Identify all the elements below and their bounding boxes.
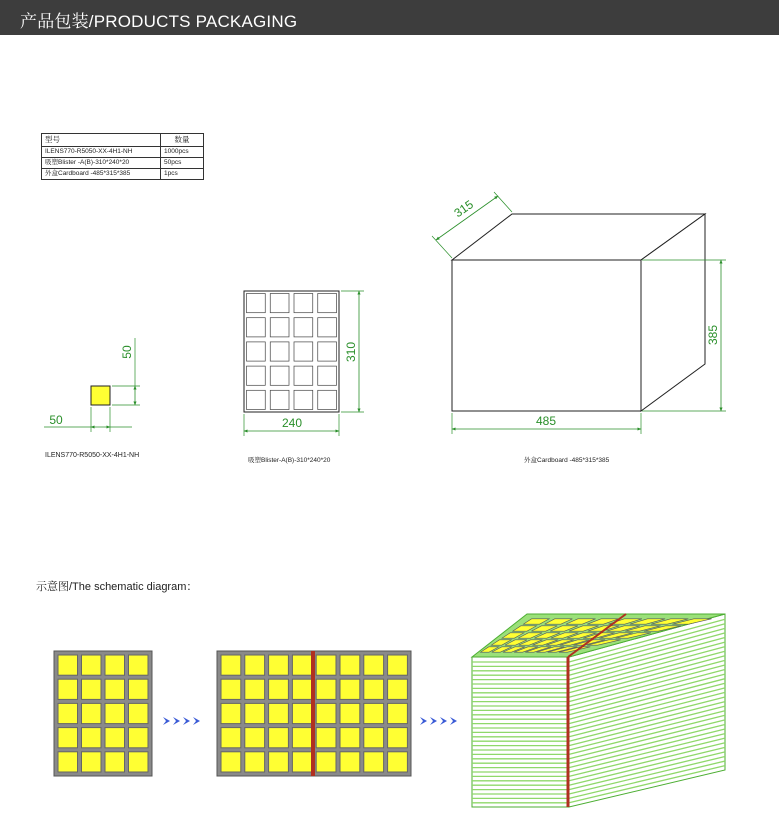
lens-cell: [316, 703, 336, 723]
lens-cell: [292, 679, 312, 699]
blister-cell: [318, 294, 337, 313]
lens-cell: [292, 728, 312, 748]
lens-cell: [245, 655, 265, 675]
lens-cell: [245, 703, 265, 723]
blister-cell: [270, 390, 289, 409]
lens-cell: [129, 655, 149, 675]
blister-cell: [247, 366, 266, 385]
spec-cell-model: ILENS770-R5050-XX-4H1-NH: [42, 147, 161, 158]
spec-header-quantity: 数量: [161, 134, 204, 147]
lens-cell: [316, 728, 336, 748]
carton-front: [452, 260, 641, 411]
lens-dim-height: 50: [120, 345, 134, 359]
lens-cell: [340, 703, 360, 723]
carton-dim-height: 385: [706, 324, 720, 346]
schematic-arrow-2: [420, 717, 457, 725]
blister-cell: [247, 390, 266, 409]
lens-cell: [129, 703, 149, 723]
lens-cell: [129, 679, 149, 699]
lens-cell: [105, 679, 125, 699]
carton-dim-depth: 315: [451, 197, 476, 221]
lens-cell: [58, 728, 78, 748]
lens-cell: [105, 752, 125, 772]
blister-cell: [270, 318, 289, 337]
lens-caption: ILENS770-R5050-XX-4H1-NH: [45, 452, 140, 459]
lens-cell: [269, 703, 289, 723]
lens-cell: [82, 679, 102, 699]
lens-cell: [364, 703, 384, 723]
lens-cell: [221, 728, 241, 748]
spec-cell-quantity: 1000pcs: [161, 147, 204, 158]
blister-grid: [247, 294, 337, 410]
blister-cell: [318, 318, 337, 337]
spec-cell-model: 吸塑Blister -A(B)-310*240*20: [42, 158, 161, 169]
lens-cell: [105, 728, 125, 748]
chevron-right-icon: [163, 717, 200, 725]
lens-cell: [129, 752, 149, 772]
lens-cell: [245, 752, 265, 772]
lens-cell: [129, 728, 149, 748]
lens-cell: [388, 655, 408, 675]
lens-cell: [58, 655, 78, 675]
lens-cell: [221, 679, 241, 699]
lens-cell: [364, 655, 384, 675]
schematic-stack: [472, 614, 725, 807]
blister-cell: [294, 318, 313, 337]
lens-cell: [58, 752, 78, 772]
lens-cell: [245, 679, 265, 699]
lens-cell: [82, 728, 102, 748]
blister-cell: [247, 342, 266, 361]
lens-cell: [58, 679, 78, 699]
blister-cell: [294, 390, 313, 409]
lens-cell: [388, 752, 408, 772]
spec-cell-quantity: 1pcs: [161, 169, 204, 180]
blister-cell: [294, 366, 313, 385]
lens-cell: [340, 679, 360, 699]
lens-cell: [105, 703, 125, 723]
lens-square: [91, 386, 110, 405]
blister-cell: [294, 342, 313, 361]
blister-cell: [270, 294, 289, 313]
blister-cell: [247, 294, 266, 313]
chevron-right-icon: [420, 717, 457, 725]
blister-cell: [318, 390, 337, 409]
blister-dim-width: 240: [281, 416, 303, 430]
schematic-arrow-1: [163, 717, 200, 725]
lens-cell: [245, 728, 265, 748]
lens-cell: [340, 752, 360, 772]
blister-caption: 吸塑Blister-A(B)-310*240*20: [248, 457, 331, 464]
lens-cell: [388, 703, 408, 723]
blister-cell: [318, 342, 337, 361]
lens-drawing: [44, 338, 140, 432]
lens-cell: [316, 752, 336, 772]
lens-cell: [364, 728, 384, 748]
carton-caption: 外盒Cardboard -485*315*385: [524, 457, 610, 464]
lens-cell: [388, 728, 408, 748]
lens-cell: [292, 752, 312, 772]
schematic-tray-double: [217, 651, 411, 776]
carton-dim-width: 485: [535, 414, 557, 428]
lens-dim-width: 50: [49, 413, 63, 427]
lens-cell: [221, 655, 241, 675]
lens-cell: [269, 679, 289, 699]
lens-cell: [364, 752, 384, 772]
lens-cell: [292, 655, 312, 675]
spec-cell-quantity: 50pcs: [161, 158, 204, 169]
blister-cell: [294, 294, 313, 313]
strap: [311, 651, 315, 776]
lens-cell: [221, 703, 241, 723]
blister-cell: [247, 318, 266, 337]
lens-cell: [269, 752, 289, 772]
lens-cell: [82, 752, 102, 772]
carton-drawing: [432, 192, 726, 434]
lens-cell: [269, 655, 289, 675]
schematic-tray-single: [54, 651, 152, 776]
blister-outline: [244, 291, 339, 412]
blister-cell: [270, 366, 289, 385]
page-title: 产品包装/PRODUCTS PACKAGING: [20, 12, 298, 31]
blister-drawing: [244, 291, 364, 436]
lens-cell: [269, 728, 289, 748]
lens-cell: [105, 655, 125, 675]
lens-cell: [292, 703, 312, 723]
lens-cell: [82, 655, 102, 675]
lens-cell: [221, 752, 241, 772]
spec-header-model: 型号: [42, 134, 161, 147]
spec-cell-model: 外盒Cardboard -485*315*385: [42, 169, 161, 180]
lens-cell: [58, 703, 78, 723]
lens-cell: [316, 679, 336, 699]
blister-dim-height: 310: [344, 341, 358, 363]
blister-cell: [270, 342, 289, 361]
lens-cell: [388, 679, 408, 699]
lens-cell: [340, 655, 360, 675]
lens-cell: [340, 728, 360, 748]
blister-cell: [318, 366, 337, 385]
schematic-label: 示意图/The schematic diagram：: [36, 581, 198, 593]
lens-cell: [364, 679, 384, 699]
lens-cell: [316, 655, 336, 675]
lens-cell: [82, 703, 102, 723]
